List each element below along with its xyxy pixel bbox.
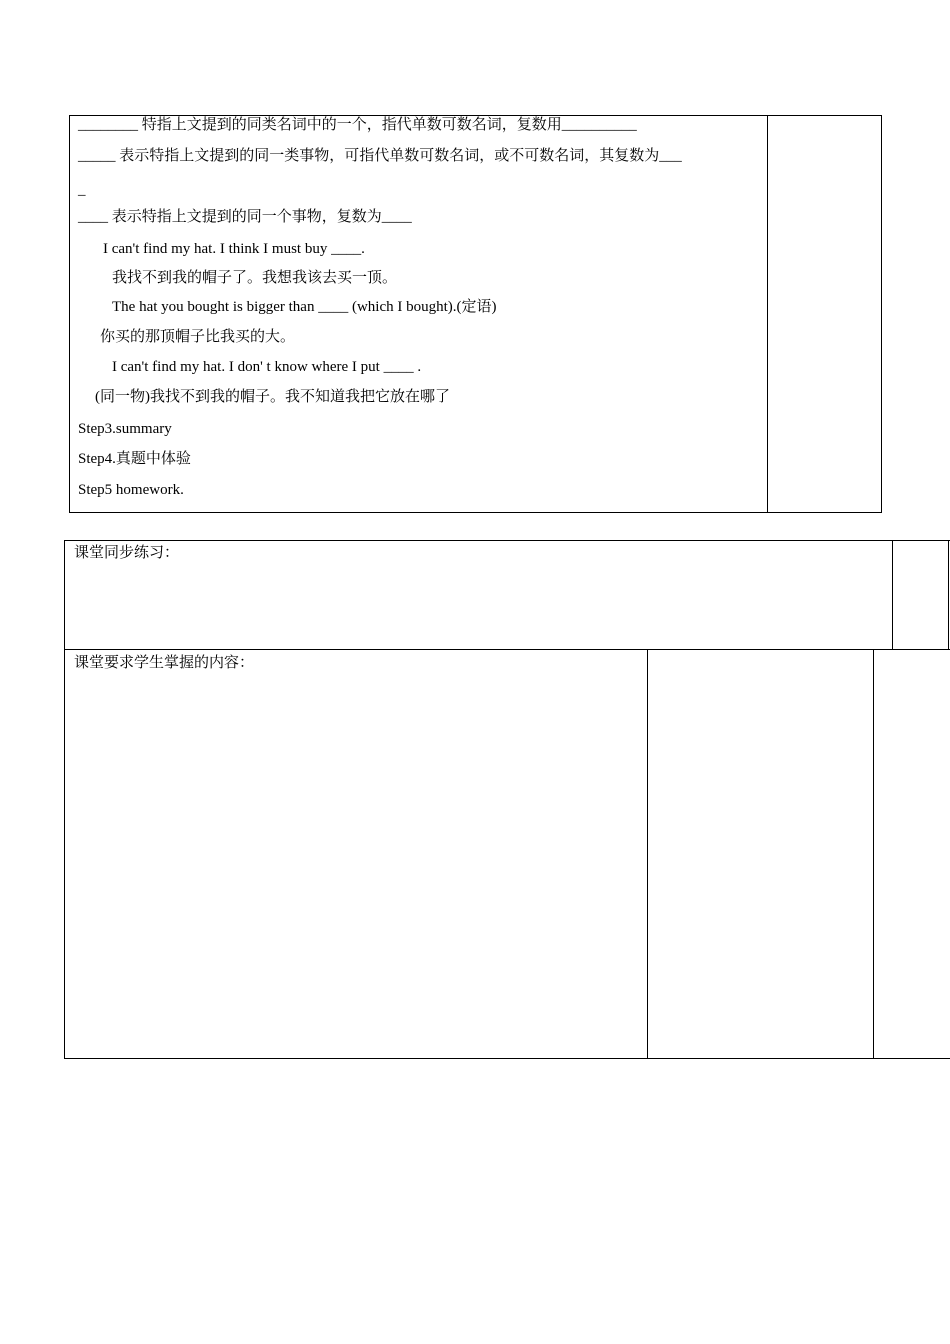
- practice-right-edge: [948, 540, 949, 650]
- note-line-2: _____ 表示特指上文提到的同一类事物，可指代单数可数名词，或不可数名词，其复数为___: [78, 148, 682, 164]
- mastery-left-edge: [64, 649, 65, 1059]
- note-line-4: ____ 表示特指上文提到的同一个事物，复数为____: [78, 209, 412, 225]
- step3-summary: Step3.summary: [78, 421, 172, 437]
- practice-column-divider: [892, 540, 893, 650]
- example-sentence-2: The hat you bought is bigger than ____ (which I bought).(定语): [112, 299, 497, 315]
- practice-label: 课堂同步练习：: [74, 545, 180, 561]
- note-line-3: _: [78, 182, 86, 198]
- example-translation-2: 你买的那顶帽子比我买的大。: [100, 329, 296, 345]
- lesson-steps-column-divider: [767, 115, 768, 513]
- mastery-label: 课堂要求学生掌握的内容：: [74, 655, 255, 671]
- mastery-column-divider-2: [873, 649, 874, 1059]
- note-line-1: ________ 特指上文提到的同类名词中的一个，指代单数可数名词，复数用__________: [78, 117, 637, 133]
- practice-table: [64, 540, 950, 650]
- example-sentence-3: I can't find my hat. I don' t know where I put ____ .: [112, 359, 422, 375]
- example-translation-3: (同一物)我找不到我的帽子。我不知道我把它放在哪了: [95, 389, 450, 405]
- step5-homework: Step5 homework.: [78, 482, 184, 498]
- mastery-column-divider-1: [647, 649, 648, 1059]
- example-sentence-1: I can't find my hat. I think I must buy ____.: [103, 241, 365, 257]
- step4-practice: Step4.真题中体验: [78, 451, 191, 467]
- example-translation-1: 我找不到我的帽子了。我想我该去买一顶。: [112, 270, 398, 286]
- mastery-bottom-edge: [64, 1058, 950, 1059]
